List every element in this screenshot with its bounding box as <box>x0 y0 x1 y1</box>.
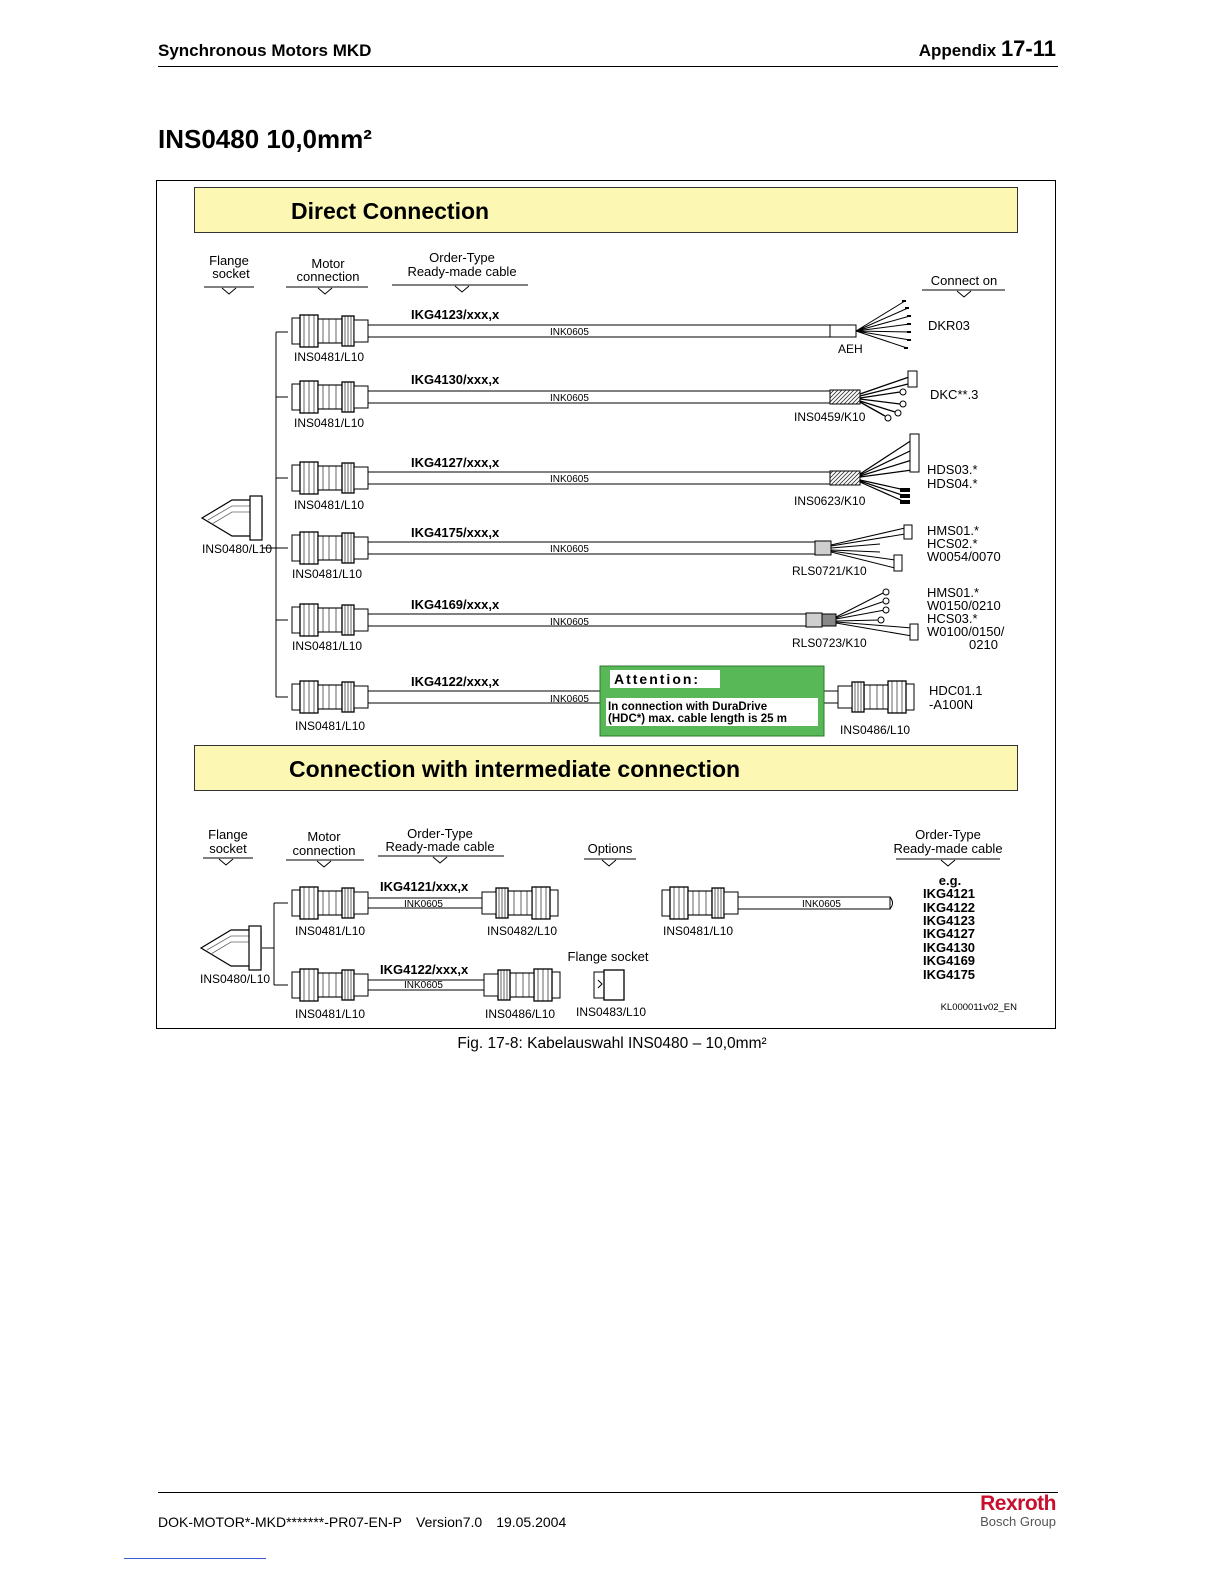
direct-conn-4: INS0481/L10 <box>292 567 363 581</box>
direct-target-3b: HDS04.* <box>927 476 978 491</box>
inter-flange-socket-option <box>568 949 649 1019</box>
direct-col-connect: Connect on <box>930 273 998 288</box>
eg-item: IKG4175 <box>923 967 976 982</box>
footer-text <box>158 1514 580 1530</box>
attention-title: Attention: <box>614 671 701 687</box>
direct-headers <box>204 250 1005 297</box>
direct-flange-socket <box>202 332 288 697</box>
brand-name: Rexroth <box>980 1492 1056 1515</box>
header-title: Synchronous Motors MKD <box>158 41 372 60</box>
inter-cable-1: INK0605 <box>404 899 443 910</box>
drawing-id: KL000011v02_EN <box>940 1002 1017 1013</box>
inter-right-cable-label: INK0605 <box>802 899 841 910</box>
inter-type-1: IKG4121/xxx,x <box>380 879 469 894</box>
inter-col-order-2: Ready-made cable <box>385 839 495 854</box>
eg-label: e.g. <box>938 873 962 888</box>
inter-col-order-right-2: Ready-made cable <box>893 841 1003 856</box>
inter-end-2: INS0486/L10 <box>485 1007 556 1021</box>
inter-right-conn: INS0481/L10 <box>663 924 734 938</box>
direct-cable-3: INK0605 <box>550 474 589 485</box>
direct-target-5c: HCS03.* <box>927 611 978 626</box>
direct-conn-5: INS0481/L10 <box>292 639 363 653</box>
direct-end-1: AEH <box>838 342 863 356</box>
eg-item: IKG4130 <box>923 940 976 955</box>
direct-type-1: IKG4123/xxx,x <box>411 307 500 322</box>
direct-row-2 <box>292 371 978 430</box>
direct-row-4 <box>292 523 1001 581</box>
direct-cable-1: INK0605 <box>550 327 589 338</box>
direct-col-order-1: Order-Type <box>429 250 495 265</box>
eg-item: IKG4127 <box>923 926 976 941</box>
eg-item: IKG4169 <box>923 953 976 968</box>
inter-flange-part: INS0480/L10 <box>200 972 271 986</box>
inter-col-motor-2: connection <box>292 843 356 858</box>
direct-row-1 <box>292 301 970 364</box>
footnote-rule <box>124 1558 266 1559</box>
direct-type-3: IKG4127/xxx,x <box>411 455 500 470</box>
direct-target-2a: DKC**.3 <box>930 387 979 402</box>
direct-conn-1: INS0481/L10 <box>294 350 365 364</box>
footer-version: Version7.0 <box>416 1514 483 1530</box>
banner-direct-text: Direct Connection <box>291 198 490 224</box>
header-appendix-label: Appendix <box>918 41 997 60</box>
figure-caption: Fig. 17-8: Kabelauswahl INS0480 – 10,0mm² <box>457 1035 767 1052</box>
direct-target-5e: 0210 <box>969 637 998 652</box>
inter-col-motor-1: Motor <box>307 829 341 844</box>
eg-item: IKG4121 <box>923 886 976 901</box>
direct-type-2: IKG4130/xxx,x <box>411 372 500 387</box>
direct-end-5: RLS0723/K10 <box>792 636 867 650</box>
inter-flange-socket-part: INS0483/L10 <box>576 1005 647 1019</box>
direct-target-4c: W0054/0070 <box>927 549 1001 564</box>
banner-intermediate-text: Connection with intermediate connection <box>289 756 741 782</box>
inter-cable-2: INK0605 <box>404 980 443 991</box>
direct-target-6a: HDC01.1 <box>929 683 983 698</box>
direct-target-1a: DKR03 <box>928 318 970 333</box>
direct-target-4b: HCS02.* <box>927 536 978 551</box>
inter-flange-socket-label: Flange socket <box>567 949 649 964</box>
inter-row-2 <box>292 962 560 1021</box>
brand-group: Bosch Group <box>980 1514 1056 1529</box>
inter-col-flange-1: Flange <box>208 827 248 842</box>
direct-end-6: INS0486/L10 <box>840 723 911 737</box>
footer-date: 19.05.2004 <box>496 1514 567 1530</box>
direct-cable-5: INK0605 <box>550 617 589 628</box>
direct-end-3: INS0623/K10 <box>794 494 866 508</box>
direct-col-flange-2: socket <box>212 266 250 281</box>
footer-rule <box>158 1492 1058 1493</box>
direct-cable-6: INK0605 <box>550 694 589 705</box>
eg-list <box>923 873 975 982</box>
direct-type-5: IKG4169/xxx,x <box>411 597 500 612</box>
section-title: INS0480 10,0mm² <box>158 124 372 154</box>
inter-col-options: Options <box>587 841 633 856</box>
eg-item: IKG4123 <box>923 913 976 928</box>
direct-target-5d: W0100/0150/ <box>927 624 1005 639</box>
intermediate-headers <box>203 826 1003 867</box>
inter-col-order-1: Order-Type <box>407 826 473 841</box>
direct-cable-2: INK0605 <box>550 393 589 404</box>
direct-row-5 <box>292 585 1005 653</box>
direct-col-flange-1: Flange <box>209 253 249 268</box>
direct-row-3 <box>292 434 978 512</box>
direct-cable-4: INK0605 <box>550 544 589 555</box>
direct-target-5b: W0150/0210 <box>927 598 1001 613</box>
footer-doc: DOK-MOTOR*-MKD*******-PR07-EN-P <box>158 1514 403 1530</box>
direct-target-5a: HMS01.* <box>927 585 980 600</box>
inter-row-1 <box>292 879 558 938</box>
inter-type-2: IKG4122/xxx,x <box>380 962 469 977</box>
intermediate-flange-socket <box>200 903 288 986</box>
inter-right-cable <box>662 887 893 938</box>
direct-flange-part: INS0480/L10 <box>202 542 273 556</box>
direct-type-4: IKG4175/xxx,x <box>411 525 500 540</box>
direct-conn-2: INS0481/L10 <box>294 416 365 430</box>
direct-conn-6: INS0481/L10 <box>295 719 366 733</box>
page-number: 17-11 <box>1000 36 1056 61</box>
attention-box <box>600 666 824 736</box>
brand-logo <box>980 1492 1056 1529</box>
direct-col-motor-2: connection <box>296 269 360 284</box>
inter-col-order-right-1: Order-Type <box>915 827 981 842</box>
direct-col-order-2: Ready-made cable <box>407 264 517 279</box>
direct-end-4: RLS0721/K10 <box>792 564 867 578</box>
direct-type-6: IKG4122/xxx,x <box>411 674 500 689</box>
direct-end-2: INS0459/K10 <box>794 410 866 424</box>
inter-end-1: INS0482/L10 <box>487 924 558 938</box>
direct-col-motor-1: Motor <box>311 256 345 271</box>
attention-line-1: In connection with DuraDrive <box>608 701 768 713</box>
direct-target-6b: -A100N <box>929 697 974 712</box>
inter-col-flange-2: socket <box>209 841 247 856</box>
direct-target-3a: HDS03.* <box>927 462 978 477</box>
direct-target-4a: HMS01.* <box>927 523 980 538</box>
eg-item: IKG4122 <box>923 900 976 915</box>
inter-conn-1: INS0481/L10 <box>295 924 366 938</box>
attention-line-2: (HDC*) max. cable length is 25 m <box>608 713 787 725</box>
direct-conn-3: INS0481/L10 <box>294 498 365 512</box>
inter-conn-2: INS0481/L10 <box>295 1007 366 1021</box>
